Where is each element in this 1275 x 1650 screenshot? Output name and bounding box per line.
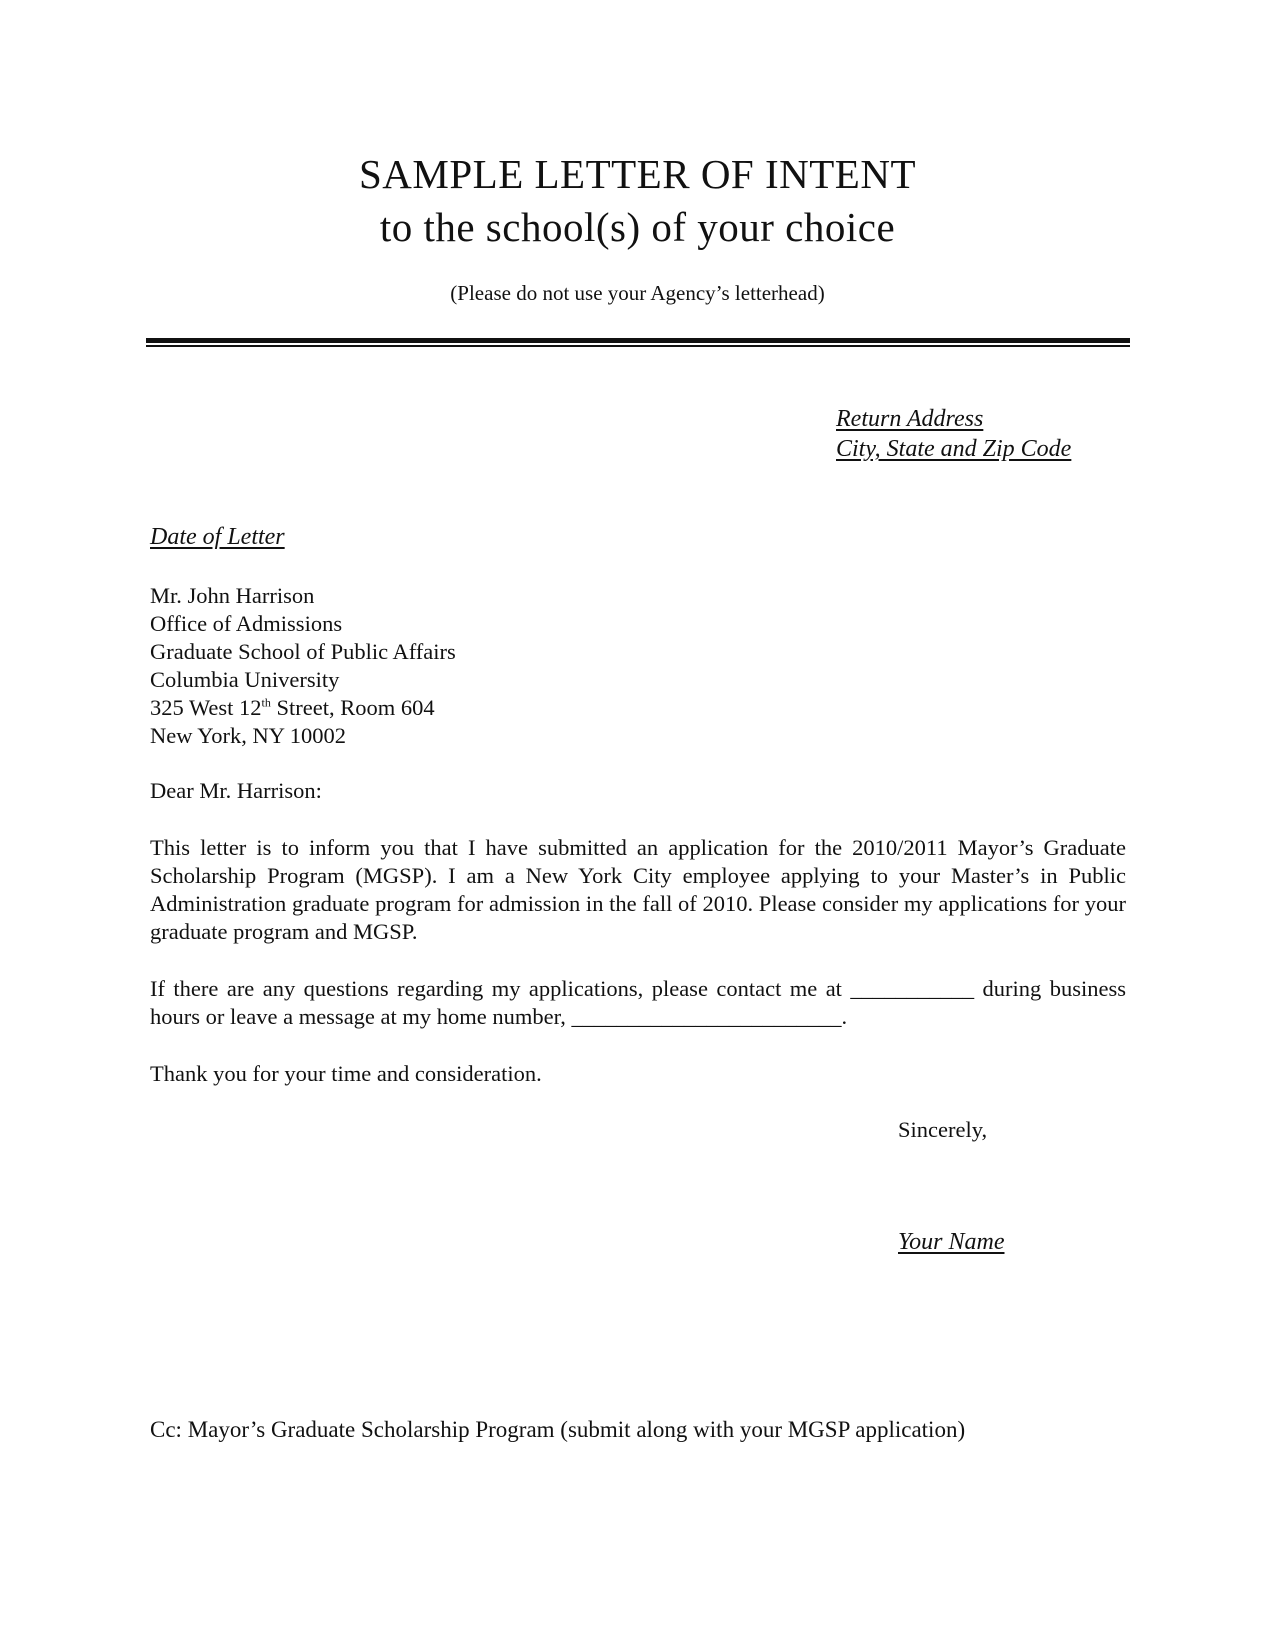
cc-line: Cc: Mayor’s Graduate Scholarship Program (submit along with your MGSP application)	[150, 1417, 966, 1442]
street-prefix: 325 West 12	[150, 695, 262, 720]
body-paragraph-3: Thank you for your time and consideration.	[150, 1061, 542, 1086]
letter-subtitle: to the school(s) of your choice	[379, 204, 896, 250]
body-paragraph-1: This letter is to inform you that I have submitted an application for the 2010/2011 Mayor’s Graduate Scholarship Program (MGSP). I am a New York City employee applying to your Master’s in Public Administration graduate program for admission in the fall of 2010. Please consider my applications for your graduate program and MGSP.	[150, 835, 1126, 944]
recipient-address-block	[150, 582, 456, 750]
recipient-name: Mr. John Harrison	[150, 583, 315, 608]
street-ordinal-suffix: th	[261, 695, 271, 710]
signature-name: Your Name	[898, 1229, 1005, 1255]
letter-title: SAMPLE LETTER OF INTENT	[359, 151, 916, 197]
recipient-office: Office of Admissions	[150, 611, 343, 636]
letter-date: Date of Letter	[150, 524, 285, 550]
return-address-line: Return Address	[836, 406, 984, 432]
body-paragraph-2: If there are any questions regarding my applications, please contact me at ___________ during business hours or leave a message at my home number, ________________________.	[150, 976, 1126, 1029]
salutation: Dear Mr. Harrison:	[150, 778, 322, 803]
recipient-university: Columbia University	[150, 667, 340, 692]
letterhead-note: (Please do not use your Agency’s letterhead)	[450, 281, 825, 305]
recipient-street	[150, 694, 456, 722]
closing: Sincerely,	[898, 1117, 988, 1142]
recipient-city: New York, NY 10002	[150, 723, 347, 748]
return-city-state-zip-line: City, State and Zip Code	[836, 436, 1072, 462]
header-divider-thin	[146, 345, 1130, 347]
recipient-school: Graduate School of Public Affairs	[150, 639, 456, 664]
header-divider-thick	[146, 338, 1130, 343]
return-address-block	[836, 404, 1071, 464]
street-suffix: Street, Room 604	[270, 695, 435, 720]
